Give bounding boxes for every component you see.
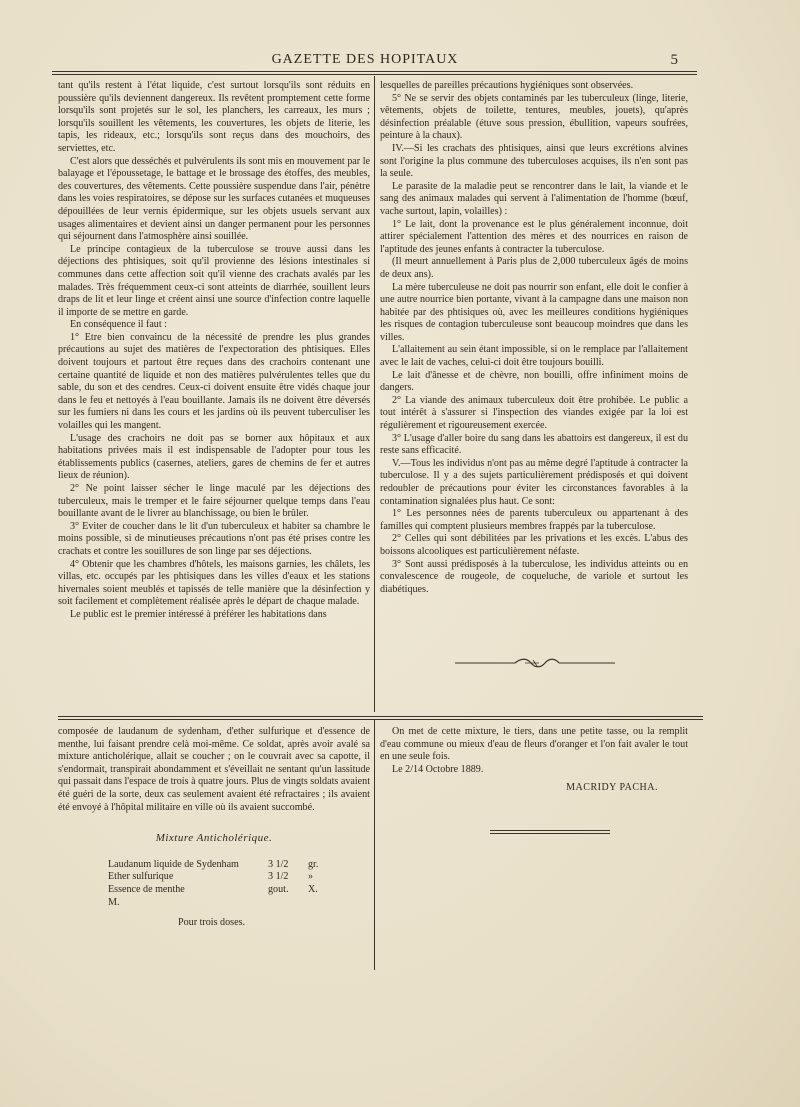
- paragraph: 1° Les personnes nées de parents tuberculeux ou appartenant à des familles qui comptent plusieurs membres frappés par la tuberculose.: [380, 508, 688, 532]
- paragraph: La mère tuberculeuse ne doit pas nourrir son enfant, elle doit le confier à une autre nourrice bien portante, vivant à la campagne dans une maison non habitée par des phtisiques où, avec les meilleures conditions hygiéniques les risques de contagion tuberculeuse sont beaucoup moindres que dans les villes.: [380, 281, 688, 343]
- column-divider: [374, 76, 375, 712]
- section-rule: [58, 716, 703, 720]
- paragraph: IV.—Si les crachats des phtisiques, ainsi que leurs excrétions alvines sont l'origine la plus commune des tuberculoses acquises, ils n'en sont pas la seule.: [380, 142, 688, 180]
- paragraph: L'usage des crachoirs ne doit pas se borner aux hôpitaux et aux habitations privées mais il est indispensable de l'adopter pour tous les établissements publics (casernes, ateliers, gares de chemins de fer et autres lieux de réunion).: [58, 432, 370, 482]
- recipe-footer: Pour trois doses.: [178, 917, 246, 929]
- recipe-item: M.: [108, 896, 120, 908]
- recipe-unit: »: [308, 871, 314, 883]
- paragraph: En conséquence il faut :: [70, 319, 167, 331]
- recipe-qty: [268, 897, 308, 910]
- recipe-row: [108, 859, 324, 872]
- paragraph: 2° Ne point laisser sécher le linge maculé par les déjections des tuberculeux, mais le tremper et le faire séjourner quelque temps dans l'eau bouillante avant de le livrer au blanchissage, ou bien le brûler.: [58, 483, 370, 520]
- paragraph: On met de cette mixture, le tiers, dans une petite tasse, ou la remplit d'eau commune ou mieux d'eau de fleurs d'oranger et l'on fait avaler le tout en une seule fois.: [380, 726, 688, 763]
- paragraph: tant qu'ils restent à l'état liquide, c'est surtout lorsqu'ils sont réduits en poussière qu'ils deviennent dangereux. Ils revêtent promptement cette forme lorsqu'ils sont projetés sur le sol, les planchers, les carreaux, les murs ; lorsqu'ils souillent les vêtements, les couvertures, les objets de literie, les tapis, les rideaux, etc.; lorsqu'ils sont reçus dans des mouchoirs, des serviettes, etc.: [58, 80, 370, 154]
- paragraph: V.—Tous les individus n'ont pas au même degré l'aptitude à contracter la tuberculose. Il y a des sujets particulièrement prédisposés et qui doivent redoubler de précautions pour éviter les circonstances favorables à la contamination signalées plus haut. Ce sont:: [380, 457, 688, 507]
- paragraph: (Il meurt annuellement à Paris plus de 2,000 tuberculeux âgés de moins de deux ans).: [380, 256, 688, 280]
- paragraph: 2° Celles qui sont débilitées par les privations et les excès. L'abus des boissons alcooliques est particulièrement néfaste.: [380, 533, 688, 557]
- paragraph: C'est alors que desséchés et pulvérulents ils sont mis en mouvement par le balayage et l'époussetage, le battage et le brossage des étoffes, des meubles, des couvertures, des vêtements. Cette poussière suspendue dans l'air, pénètre dans les voies respiratoires, se dépose sur les surfaces cutanées et muqueuses dépouillées de leur vernis épidermique, sur les objets usuels servant aux usages alimentaires et devient ainsi un danger permanent pour les personnes qui séjournent dans l'atmosphère ainsi souillée.: [58, 155, 370, 243]
- paragraph: Le principe contagieux de la tuberculose se trouve aussi dans les déjections des phtisiques, soit qu'il provienne des lésions intestinales si communes dans cette affection soit qu'il vienne des crachats avalés par les malades. Très fréquemment ceux-ci sont atteints de diarrhée, souillent leurs draps de lit et leur linge et créent ainsi une source d'infection contre laquelle il importe de se mettre en garde.: [58, 243, 370, 318]
- article-column-bottom-right: [380, 726, 688, 846]
- paragraph: 1° Le lait, dont la provenance est le plus généralement inconnue, doit attirer spécialement l'attention des mères et des nourrices en raison de l'aptitude des jeunes enfants à contracter la tuberculose.: [380, 218, 688, 255]
- recipe-row: [108, 871, 324, 884]
- paragraph: lesquelles de pareilles précautions hygiéniques sont observées.: [380, 80, 634, 91]
- recipe-unit: [308, 897, 324, 910]
- recipe-row: [108, 884, 324, 897]
- page-number: 5: [670, 52, 678, 68]
- paragraph: 4° Obtenir que les chambres d'hôtels, les maisons garnies, les châlets, les villas, etc. occupés par les phtisiques dans les villes d'eaux et les stations hivernales soient meublés et tapissés de telle manière que la désinfection y soit facilement et complètement réalisée après le départ de chaque malade.: [58, 558, 370, 608]
- paragraph: Le lait d'ânesse et de chèvre, non bouilli, offre infiniment moins de dangers.: [380, 369, 688, 394]
- recipe-item: Ether sulfurique: [108, 871, 174, 883]
- paragraph: 3° Sont aussi prédisposés à la tuberculose, les individus atteints ou en convalescence de rougeole, de coqueluche, de variole et surtout les diabétiques.: [380, 558, 688, 595]
- recipe-title: Mixture Anticholérique.: [155, 832, 273, 845]
- header-rule: [52, 71, 697, 75]
- recipe-row: [108, 897, 324, 910]
- column-divider: [374, 720, 375, 970]
- recipe-qty: 3 1/2: [268, 858, 289, 870]
- recipe-unit: X.: [308, 883, 318, 895]
- article-column-top-right: [380, 80, 688, 640]
- recipe-qty: 3 1/2: [268, 871, 289, 883]
- article-column-bottom-left: [58, 726, 370, 966]
- recipe-item: Laudanum liquide de Sydenham: [108, 858, 239, 870]
- paragraph: Le parasite de la maladie peut se rencontrer dans le lait, la viande et le sang des animaux malades qui servent à l'alimentation de l'homme (bœuf, vache surtout, lapin, volailles) :: [380, 180, 688, 217]
- newspaper-title: GAZETTE DES HOPITAUX: [271, 52, 459, 67]
- paragraph: composée de laudanum de sydenham, d'ether sulfurique et d'essence de menthe, lui faisant prendre celà moi-même. Ce soldat, après avoir avalé sa mixture anticholérique, allait se coucher ; on le couvrait avec sa capotte, il s'endormait, transpirait abondamment et s'éveillait ne sentant qu'un lassitude qui passait dans l'espace de trois à quatre jours. Plus de vingts soldats avaient été guéri de la sorte, deux cas seulement avaient été refractaires ; ils avaient été envoyé à l'hôpital militaire en ville où ils avaient succombé.: [58, 726, 370, 813]
- recipe-item: Essence de menthe: [108, 883, 185, 895]
- paragraph: 3° L'usage d'aller boire du sang dans les abattoirs est dangereux, il est du reste sans efficacité.: [380, 432, 688, 457]
- paragraph: 1° Etre bien convaincu de la nécessité de prendre les plus grandes précautions au sujet des matières de l'expectoration des phtisiques. Elles doivent toujours et partout être reçues dans des crachoirs contenant une certaine quantité de liquide et non des matières pulvérulentes telles que du sable, du son et des cendres. Ceux-ci doivent ensuite être vidés chaque jour dans le feu et nettoyés à l'eau bouillante. Jamais ils ne doivent être déversés sur les fumiers ni dans les cours et les jardins où ils peuvent tuberculiser les volailles qui les mangent.: [58, 331, 370, 432]
- dateline: Le 2/14 Octobre 1889.: [392, 763, 484, 775]
- author-signature: MACRIDY PACHA.: [566, 782, 658, 794]
- paragraph: Le public est le premier intéressé à préférer les habitations dans: [70, 608, 327, 620]
- recipe-table: [108, 859, 324, 909]
- recipe-qty: gout.: [268, 883, 289, 895]
- paragraph: L'allaitement au sein étant impossible, si on le remplace par l'allaitement avec le lait de vaches, celui-ci doit être toujours bouilli.: [380, 344, 688, 369]
- paragraph: 5° Ne se servir des objets contaminés par les tuberculeux (linge, literie, vêtements, objets de toilette, tentures, meubles, jouets), qu'après désinfection préalable (étuve sous pression, ébullition, vapeurs soufrées, peinture à la chaux).: [380, 92, 688, 142]
- article-column-top-left: [58, 80, 370, 710]
- paragraph: 2° La viande des animaux tuberculeux doit être prohibée. Le public a tout intérêt à s'assurer si l'inspection des viandes exigée par la loi est régulièrement et rigoureusement exercée.: [380, 394, 688, 432]
- recipe-unit: gr.: [308, 858, 319, 870]
- ornament-flourish: [455, 656, 615, 670]
- page-header: [52, 52, 678, 72]
- paragraph: 3° Eviter de coucher dans le lit d'un tuberculeux et habiter sa chambre le moins possible, si de minutieuses précautions n'ont pas été prises contre les crachats et contre les souillures de son linge par ses déjections.: [58, 520, 370, 557]
- end-rule: [490, 830, 610, 834]
